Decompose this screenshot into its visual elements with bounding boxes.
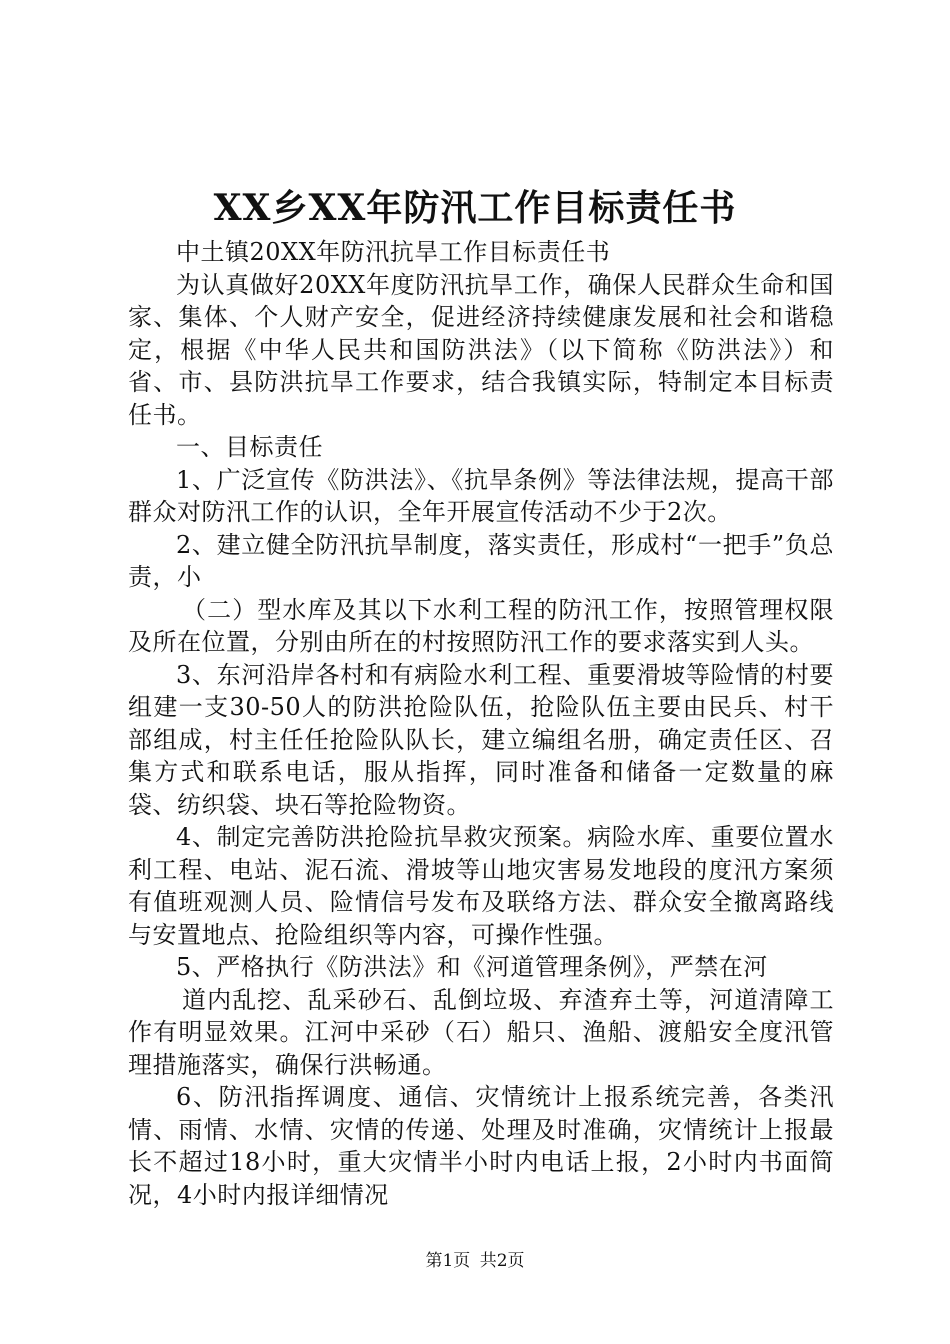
intro-paragraph: 为认真做好20XX年度防汛抗旱工作，确保人民群众生命和国家、集体、个人财产安全，促进经济持续健康发展和社会和谐稳定，根据《中华人民共和国防洪法》（以下简称《防洪法》）和省、市、县防洪抗旱工作要求，结合我镇实际，特制定本目标责任书。 — [128, 270, 834, 429]
section-heading: 一、目标责任 — [176, 433, 323, 461]
page-total: 共2页 — [479, 1251, 525, 1271]
item-5-continuation-paragraph: 道内乱挖、乱采砂石、乱倒垃圾、弃渣弃土等，河道清障工作有明显效果。江河中采砂（石）船只、渔船、渡船安全度汛管理措施落实，确保行洪畅通。 — [128, 985, 834, 1079]
page-number: 第1页 — [425, 1251, 471, 1271]
item-3-paragraph: 3、东河沿岸各村和有病险水利工程、重要滑坡等险情的村要组建一支30-50人的防洪抢险队伍，抢险队伍主要由民兵、村干部组成，村主任任抢险队队长，建立编组名册，确定责任区、召集方式和联系电话，服从指挥，同时准备和储备一定数量的麻袋、纺织袋、块石等抢险物资。 — [128, 660, 834, 819]
item-2-paragraph: 2、建立健全防汛抗旱制度，落实责任，形成村“一把手”负总责，小 — [128, 530, 834, 591]
item-2-continuation-paragraph: （二）型水库及其以下水利工程的防汛工作，按照管理权限及所在位置，分别由所在的村按照防汛工作的要求落实到人头。 — [128, 595, 834, 656]
subtitle-paragraph: 中土镇20XX年防汛抗旱工作目标责任书 — [176, 238, 611, 266]
item-1-paragraph: 1、广泛宣传《防洪法》、《抗旱条例》等法律法规，提高干部群众对防汛工作的认识，全年开展宣传活动不少于2次。 — [128, 465, 834, 526]
item-4-paragraph: 4、制定完善防洪抢险抗旱救灾预案。病险水库、重要位置水利工程、电站、泥石流、滑坡等山地灾害易发地段的度汛方案须有值班观测人员、险情信号发布及联络方法、群众安全撤离路线与安置地点、抢险组织等内容，可操作性强。 — [128, 823, 834, 949]
item-6-paragraph: 6、防汛指挥调度、通信、灾情统计上报系统完善，各类汛情、雨情、水情、灾情的传递、处理及时准确，灾情统计上报最长不超过18小时，重大灾情半小时内电话上报，2小时内书面简况，4小时内报详细情况 — [128, 1083, 834, 1209]
item-5-paragraph: 5、严格执行《防洪法》和《河道管理条例》，严禁在河 — [176, 953, 768, 981]
document-title: XX乡XX年防汛工作目标责任书 — [213, 187, 737, 229]
document-body — [128, 236, 834, 1211]
page-footer — [0, 1246, 950, 1271]
